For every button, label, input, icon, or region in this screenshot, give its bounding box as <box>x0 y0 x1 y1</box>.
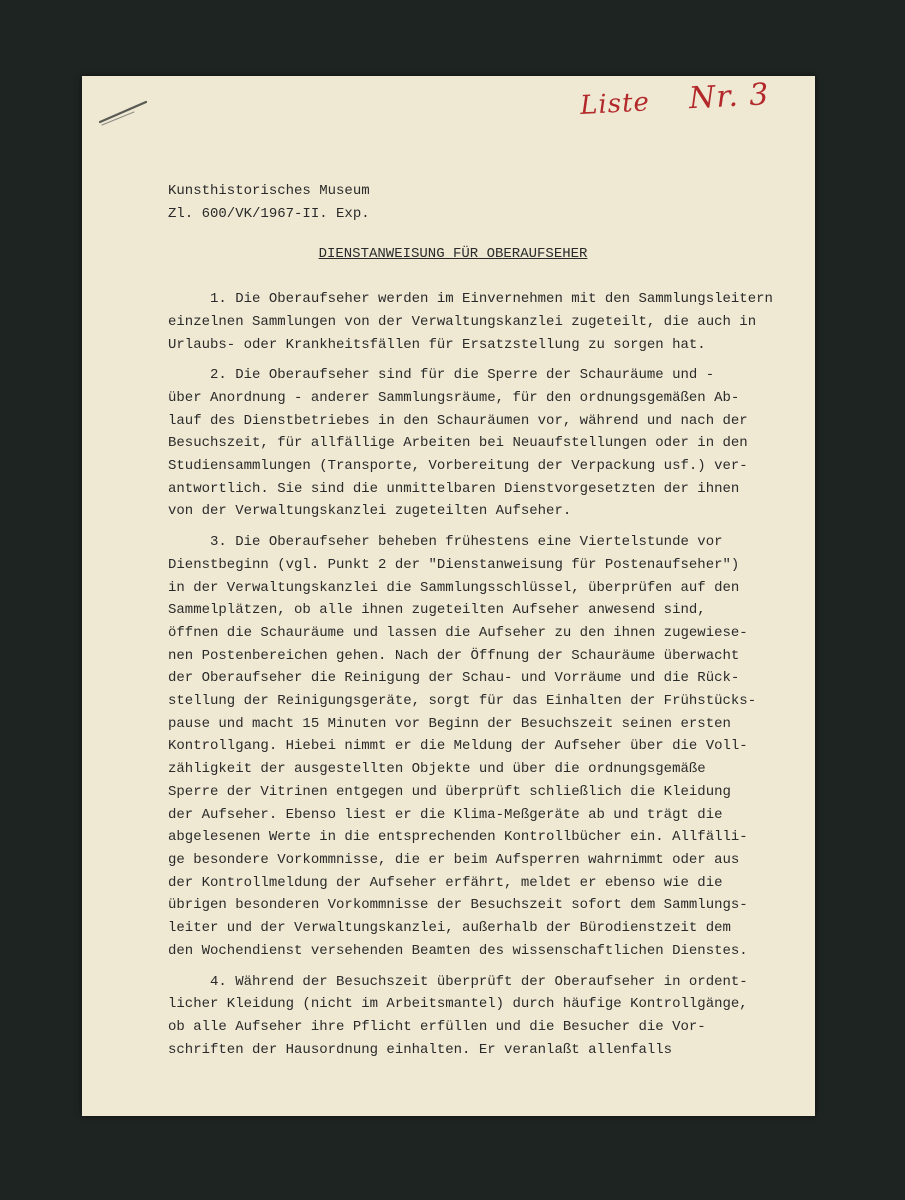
text-line: Urlaubs- oder Krankheitsfällen für Ersatzstellung zu sorgen hat. <box>168 336 706 353</box>
text-line: 3. Die Oberaufseher beheben frühestens eine Viertelstunde vor <box>168 534 723 551</box>
text-line: Besuchszeit, für allfällige Arbeiten bei Neuaufstellungen oder in den <box>168 435 748 452</box>
document-page <box>82 76 815 1116</box>
staple-mark-icon <box>94 98 154 128</box>
handwritten-note-number: Nr. 3 <box>688 77 771 117</box>
text-line: den Wochendienst versehenden Beamten des wissenschaftlichen Dienstes. <box>168 942 748 959</box>
paragraph-1 <box>168 288 773 356</box>
handwritten-note <box>579 77 770 122</box>
text-line: der Oberaufseher die Reinigung der Schau- und Vorräume und die Rück- <box>168 670 740 687</box>
text-line: pause und macht 15 Minuten vor Beginn der Besuchszeit seinen ersten <box>168 715 731 732</box>
text-line: nen Postenbereichen gehen. Nach der Öffnung der Schauräume überwacht <box>168 647 740 664</box>
paragraph-4 <box>168 971 748 1062</box>
text-line: ge besondere Vorkommnisse, die er beim Aufsperren wahrnimmt oder aus <box>168 851 740 868</box>
handwritten-note-word: Liste <box>579 87 651 121</box>
text-line: Studiensammlungen (Transporte, Vorbereitung der Verpackung usf.) ver- <box>168 458 748 475</box>
reference-number: Zl. 600/VK/1967-II. Exp. <box>168 205 370 222</box>
text-line: zähligkeit der ausgestellten Objekte und über die ordnungsgemäße <box>168 761 706 778</box>
text-line: licher Kleidung (nicht im Arbeitsmantel) durch häufige Kontrollgänge, <box>168 996 748 1013</box>
document-title: DIENSTANWEISUNG FÜR OBERAUFSEHER <box>318 246 588 263</box>
text-line: einzelnen Sammlungen von der Verwaltungskanzlei zugeteilt, die auch in <box>168 313 757 330</box>
text-line: abgelesenen Werte in die entsprechenden Kontrollbücher ein. Allfälli- <box>168 829 748 846</box>
institution-name: Kunsthistorisches Museum <box>168 183 370 199</box>
text-line: 2. Die Oberaufseher sind für die Sperre der Schauräume und - <box>168 367 715 384</box>
text-line: antwortlich. Sie sind die unmittelbaren Dienstvorgesetzten der ihnen <box>168 480 740 497</box>
text-line: 1. Die Oberaufseher werden im Einvernehmen mit den Sammlungsleitern <box>168 291 773 308</box>
text-line: in der Verwaltungskanzlei die Sammlungsschlüssel, überprüfen auf den <box>168 579 740 596</box>
text-line: leiter und der Verwaltungskanzlei, außerhalb der Bürodienstzeit dem <box>168 920 731 937</box>
document-body <box>168 180 773 1069</box>
text-line: übrigen besonderen Vorkommnisse der Besuchszeit sofort dem Sammlungs- <box>168 897 748 914</box>
text-line: 4. Während der Besuchszeit überprüft der Oberaufseher in ordent- <box>168 973 748 990</box>
paragraph-list <box>168 288 773 1061</box>
text-line: Dienstbeginn (vgl. Punkt 2 der "Dienstanweisung für Postenaufseher") <box>168 556 740 573</box>
text-line: Sammelplätzen, ob alle ihnen zugeteilten Aufseher anwesend sind, <box>168 602 706 619</box>
text-line: lauf des Dienstbetriebes in den Schauräumen vor, während und nach der <box>168 412 748 429</box>
text-line: über Anordnung - anderer Sammlungsräume, für den ordnungsgemäßen Ab- <box>168 389 740 406</box>
text-line: Kontrollgang. Hiebei nimmt er die Meldung der Aufseher über die Voll- <box>168 738 748 755</box>
text-line: öffnen die Schauräume und lassen die Aufseher zu den ihnen zugewiese- <box>168 624 748 641</box>
text-line: der Kontrollmeldung der Aufseher erfährt, meldet er ebenso wie die <box>168 874 723 891</box>
text-line: der Aufseher. Ebenso liest er die Klima-Meßgeräte ab und trägt die <box>168 806 723 823</box>
text-line: Sperre der Vitrinen entgegen und überprüft schließlich die Kleidung <box>168 783 731 800</box>
paragraph-3 <box>168 531 757 962</box>
text-line: von der Verwaltungskanzlei zugeteilten Aufseher. <box>168 503 572 520</box>
text-line: stellung der Reinigungsgeräte, sorgt für das Einhalten der Frühstücks- <box>168 693 757 710</box>
text-line: schriften der Hausordnung einhalten. Er veranlaßt allenfalls <box>168 1041 673 1058</box>
text-line: ob alle Aufseher ihre Pflicht erfüllen und die Besucher die Vor- <box>168 1018 706 1035</box>
paragraph-2 <box>168 364 748 523</box>
